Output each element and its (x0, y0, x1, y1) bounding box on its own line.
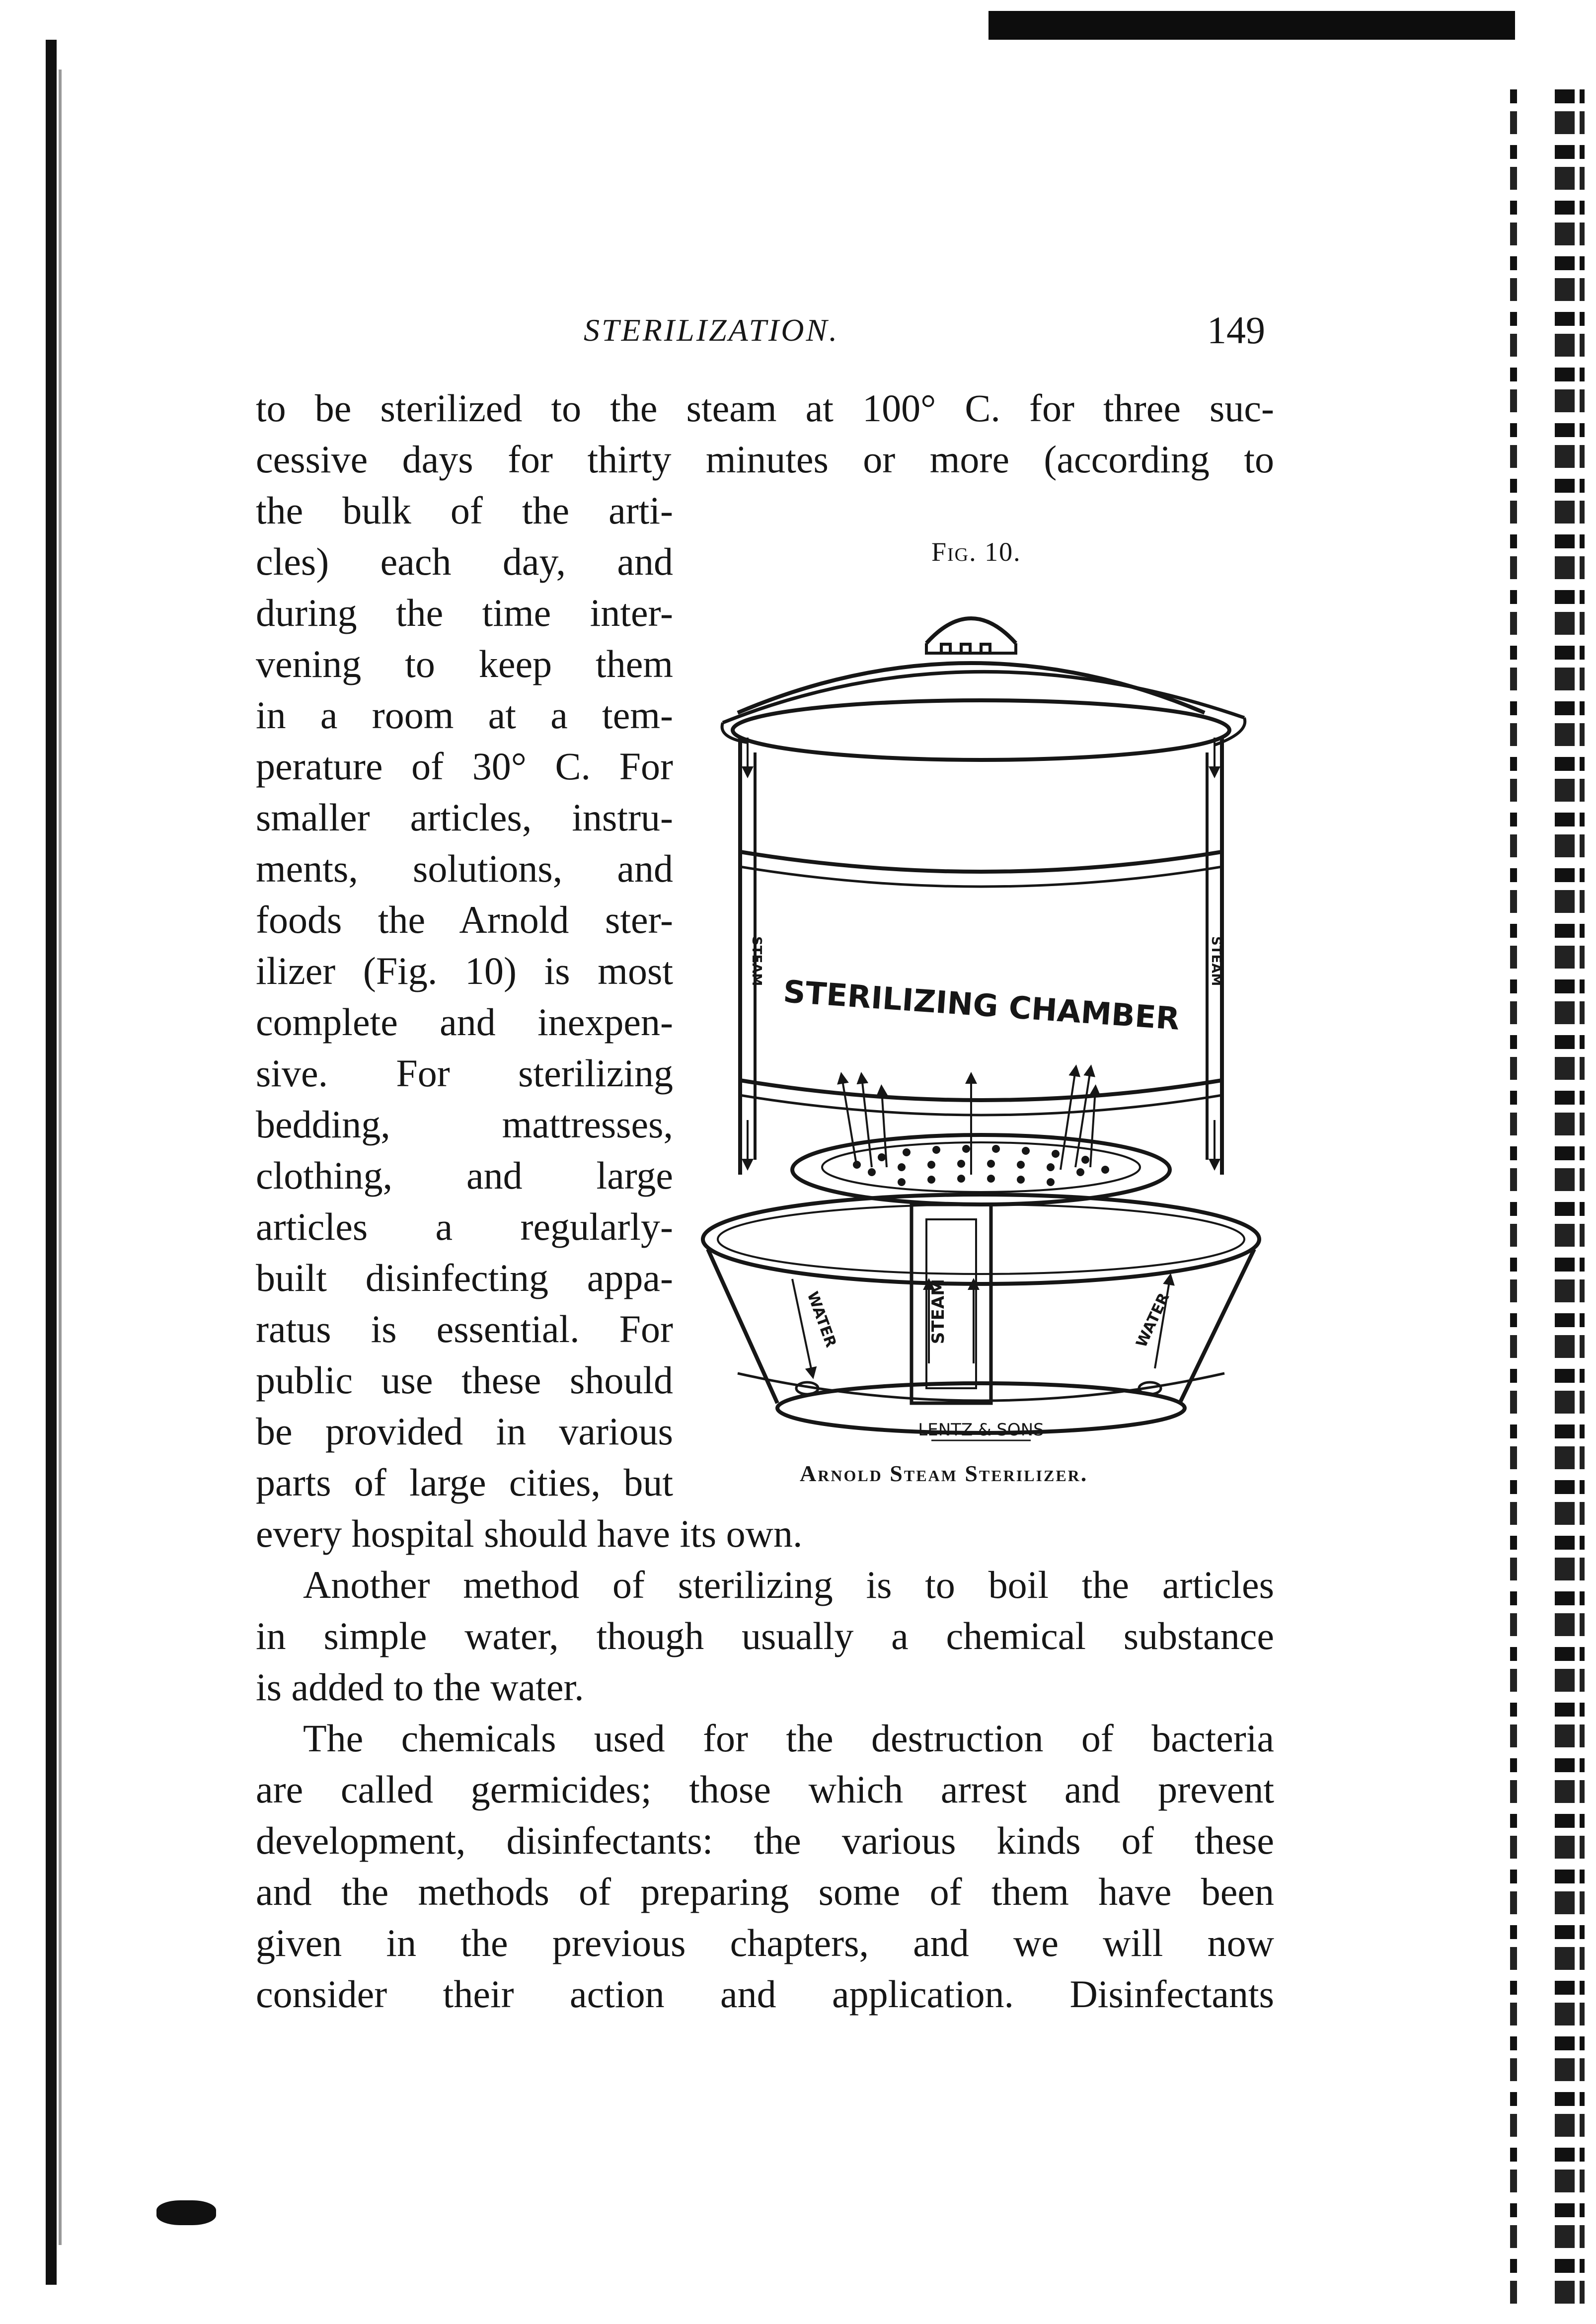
text-line: The chemicals used for the destruction of bacteria (303, 1717, 1274, 1760)
water-pan (703, 1195, 1259, 1440)
text-line: complete and inexpen- (256, 1000, 673, 1044)
figure-caption: Arnold Steam Sterilizer. (800, 1461, 1088, 1486)
text-line: foods the Arnold ster- (256, 898, 673, 941)
text-line: consider their action and application. Disinfectants (256, 1972, 1274, 2016)
text-line: development, disinfectants: the various kinds of these (256, 1819, 1274, 1862)
scan-edge-right (1510, 89, 1585, 2305)
steam-sterilizer-illustration (693, 574, 1279, 1463)
text-line: ments, solutions, and (256, 847, 673, 890)
text-line: cessive days for thirty minutes or more (according to (256, 438, 1274, 481)
scan-edge-left-shadow (59, 70, 62, 2245)
scan-edge-top (988, 11, 1515, 40)
text-line: be provided in various (256, 1410, 673, 1453)
text-line: clothing, and large (256, 1154, 673, 1197)
figure-10 (693, 536, 1279, 1510)
text-line: every hospital should have its own. (256, 1512, 803, 1555)
scan-edge-left (46, 40, 57, 2285)
text-line: are called germicides; those which arrest and prevent (256, 1768, 1274, 1811)
text-line: articles a regularly- (256, 1205, 673, 1248)
text-line: cles) each day, and (256, 540, 673, 583)
text-line: built disinfecting appa- (256, 1256, 673, 1299)
page-number: 149 (1207, 308, 1265, 352)
running-head: STERILIZATION. (584, 312, 839, 348)
steam-label-left: STEAM (749, 936, 764, 986)
text-line: during the time inter- (256, 591, 673, 634)
lid (722, 618, 1245, 760)
text-line: perature of 30° C. For (256, 745, 673, 788)
text-line: bedding, mattresses, (256, 1103, 673, 1146)
chamber-label: STERILIZING CHAMBER (782, 973, 1181, 1037)
text-line: to be sterilized to the steam at 100° C. for three suc- (256, 386, 1274, 430)
text-line: in simple water, though usually a chemical substance (256, 1614, 1274, 1657)
text-line: is added to the water. (256, 1665, 584, 1709)
steam-label-right: STEAM (1209, 936, 1223, 986)
figure-label: Fig. 10. (931, 537, 1021, 567)
text-line: the bulk of the arti- (256, 489, 673, 532)
steam-label-tube: STEAM (928, 1279, 948, 1345)
text-line: sive. For sterilizing (256, 1051, 673, 1095)
text-line: Another method of sterilizing is to boil the articles (303, 1563, 1274, 1606)
water-label-left: WATER (803, 1289, 840, 1350)
text-line: in a room at a tem- (256, 693, 673, 737)
text-line: smaller articles, instru- (256, 796, 673, 839)
page-header (0, 308, 1596, 368)
ink-smudge (156, 2200, 216, 2225)
text-line: public use these should (256, 1358, 673, 1402)
maker-label: LENTZ & SONS (918, 1420, 1044, 1440)
text-line: parts of large cities, but (256, 1461, 673, 1504)
text-line: ilizer (Fig. 10) is most (256, 949, 673, 992)
water-label-right: WATER (1133, 1290, 1173, 1350)
text-line: and the methods of preparing some of them have been (256, 1870, 1274, 1913)
text-line: ratus is essential. For (256, 1307, 673, 1350)
sterilizing-chamber (740, 738, 1223, 1175)
text-line: vening to keep them (256, 642, 673, 685)
text-line: given in the previous chapters, and we will now (256, 1921, 1274, 1964)
